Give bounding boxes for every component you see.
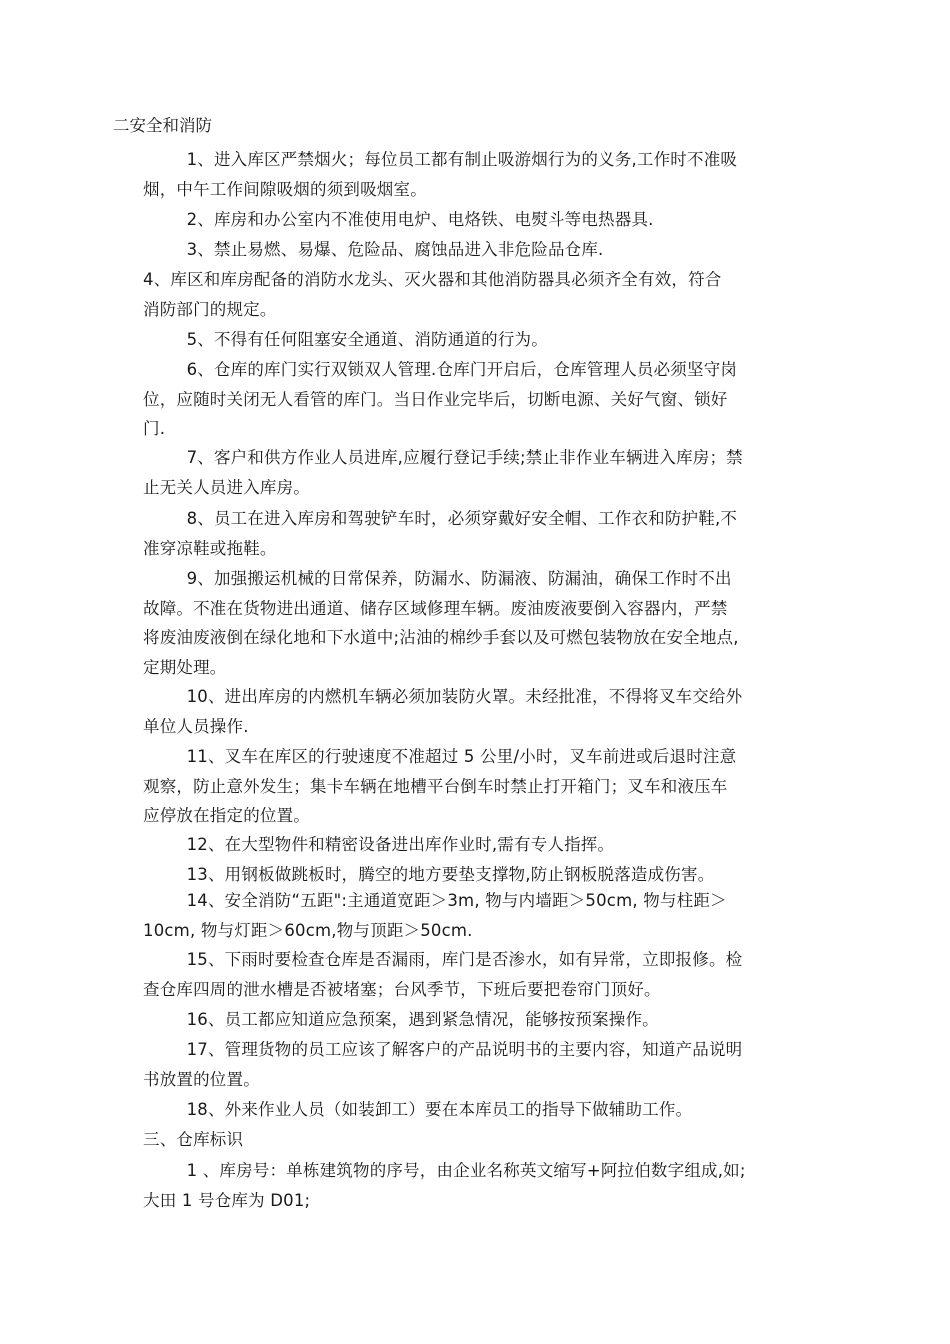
section-heading-warehouse-labels: 三、仓库标识 — [143, 1130, 244, 1149]
list-item-13: 13、用钢板做跳板时，腾空的地方要垫支撑物,防止钢板脱落造成伤害。 — [143, 865, 715, 884]
list-item-2: 2、库房和办公室内不准使用电炉、电烙铁、电熨斗等电热器具. — [143, 210, 654, 229]
list-item-3: 3、禁止易燃、易爆、危险品、腐蚀品进入非危险品仓库. — [143, 240, 604, 259]
list-item-7: 7、客户和供方作业人员进库,应履行登记手续;禁止非作业车辆进入库房；禁 止无关人员进入库房。 — [143, 448, 743, 497]
section-2-item-1: 1 、库房号：单栋建筑物的序号，由企业名称英文缩写+阿拉伯数字组成,如; 大田 1 号仓库为 D01; — [143, 1161, 746, 1210]
list-item-17: 17、管理货物的员工应该了解客户的产品说明书的主要内容，知道产品说明 书放置的位置。 — [143, 1040, 743, 1089]
list-item-6: 6、仓库的库门实行双锁双人管理.仓库门开启后，仓库管理人员必须坚守岗 位，应随时关闭无人看管的库门。当日作业完毕后，切断电源、关好气窗、锁好 门. — [143, 360, 738, 439]
list-item-12: 12、在大型物件和精密设备进出库作业时,需有专人指挥。 — [143, 835, 615, 854]
list-item-11: 11、叉车在库区的行驶速度不准超过 5 公里/小时，叉车前进或后退时注意 观察，防止意外发生；集卡车辆在地槽平台倒车时禁止打开箱门；叉车和液压车 应停放在指定的位置。 — [143, 747, 737, 826]
list-item-1: 1、进入库区严禁烟火；每位员工都有制止吸游烟行为的义务,工作时不准吸 烟，中午工作间隙吸烟的须到吸烟室。 — [143, 150, 738, 199]
list-item-10: 10、进出库房的内燃机车辆必须加装防火罩。未经批准，不得将叉车交给外 单位人员操作. — [143, 687, 743, 736]
list-item-18: 18、外来作业人员（如装卸工）要在本库员工的指导下做辅助工作。 — [143, 1100, 693, 1119]
list-item-5: 5、不得有任何阻塞安全通道、消防通道的行为。 — [143, 330, 548, 349]
list-item-9: 9、加强搬运机械的日常保养，防漏水、防漏液、防漏油，确保工作时不出 故障。不准在货物进出通道、储存区域修理车辆。废油废液要倒入容器内，严禁 将废油废液倒在绿化地和下水道中;沾油的棉纱手套以及可燃包装物放在安全地点, 定期处理。 — [143, 569, 739, 677]
list-item-4: 4、库区和库房配备的消防水龙头、灭火器和其他消防器具必须齐全有效，符合 消防部门的规定。 — [143, 270, 722, 319]
list-item-8: 8、员工在进入库房和驾驶铲车时，必须穿戴好安全帽、工作衣和防护鞋,不 准穿凉鞋或拖鞋。 — [143, 509, 738, 558]
list-item-14: 14、安全消防“五距":主通道宽距＞3m, 物与内墙距＞50cm, 物与柱距＞ 10cm, 物与灯距＞60cm,物与顶距＞50cm. — [143, 891, 727, 940]
list-item-15: 15、下雨时要检查仓库是否漏雨，库门是否渗水，如有异常，立即报修。检 查仓库四周的泄水槽是否被堵塞；台风季节，下班后要把卷帘门顶好。 — [143, 950, 743, 999]
list-item-16: 16、员工都应知道应急预案，遇到紧急情况，能够按预案操作。 — [143, 1010, 659, 1029]
section-heading-safety-fire: 二安全和消防 — [113, 116, 212, 135]
